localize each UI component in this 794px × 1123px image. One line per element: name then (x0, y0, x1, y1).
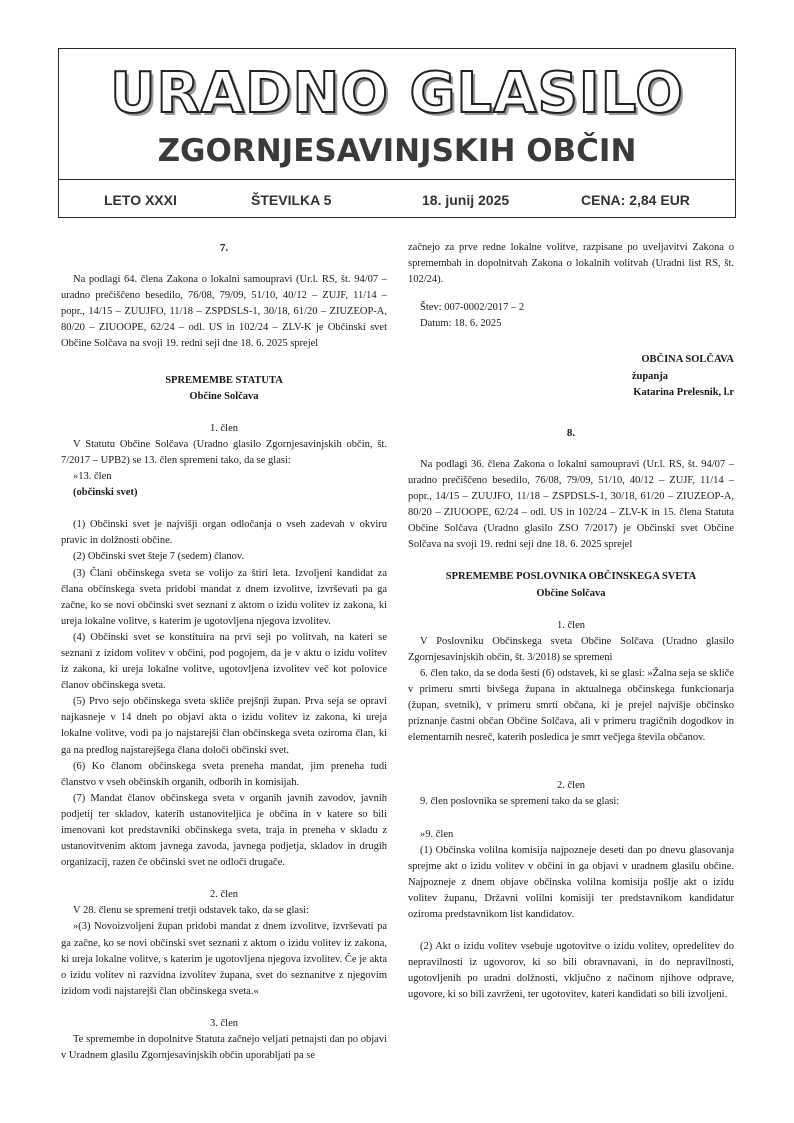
document-subtitle: Občine Solčava (536, 587, 606, 599)
article-heading: 1. člen (210, 422, 238, 434)
quoted-article-heading: »9. člen (420, 828, 454, 840)
issue-year: LETO XXXI (104, 192, 177, 208)
article-heading: 1. člen (557, 619, 585, 631)
paragraph: (6) Ko članom občinskega sveta preneha mandat, jim preneha tudi članstvo v vseh občinskih organih, odborih in komisijah. (61, 760, 387, 788)
issue-price: CENA: 2,84 EUR (581, 192, 690, 208)
document-subtitle: Občine Solčava (189, 390, 259, 402)
right-column (408, 240, 734, 1003)
article-text: 9. člen poslovnika se spremeni tako da se glasi: (420, 796, 620, 808)
signature-organization: OBČINA SOLČAVA (641, 354, 734, 366)
document-date: Datum: 18. 6. 2025 (420, 318, 502, 330)
paragraph: (4) Občinski svet se konstituira na prvi seji po volitvah, na kateri se seznani z izidom volitev v občini, pod pogojem, da je v aktu o izidu volitev iz zakona, ki ureja lokalne volitve, ugotovljena izvolitev več kot polovice članov občinskega sveta. (61, 631, 387, 692)
document-number: 7. (219, 242, 229, 254)
document-title: SPREMEMBE POSLOVNIKA OBČINSKEGA SVETA (445, 571, 697, 583)
masthead (58, 48, 736, 218)
article-text: V 28. členu se spremeni tretji odstavek tako, da se glasi: (73, 905, 309, 917)
masthead-title-box (59, 49, 735, 180)
quoted-article-heading: »13. člen (73, 471, 112, 483)
left-column (61, 240, 387, 1064)
article-text: V Poslovniku Občinskega sveta Občine Solčava (Uradno glasilo Zgornjesavinjskih občin, št. 3/2018) se spremeni (408, 635, 734, 663)
article-text-continued: začnejo za prve redne lokalne volitve, razpisane po uveljavitvi Zakona o spremembah in dopolnitvah Zakona o lokalnih volitvah (Uradni list RS, št. 102/24). (408, 242, 734, 286)
paragraph: (2) Občinski svet šteje 7 (sedem) članov. (73, 551, 245, 563)
article-text: 6. člen tako, da se doda šesti (6) odstavek, ki se glasi: »Žalna seja se skliče v primeru smrti bivšega župana in aktualnega občinskega funkcionarja (župan, svetnik), v primeru smrti občana, ki je prejel najvišje občinsko priznanje častni občan Občine Solčava, ali v primeru tragičnih dogodkov in elementarnih nesreč, katerih posledica je smrt večjega števila občanov. (408, 667, 734, 744)
signature-role: županja (631, 370, 668, 382)
paragraph: (5) Prvo sejo občinskega sveta skliče prejšnji župan. Prva seja se opravi najkasneje v 14 dneh po objavi akta o izidu volitev iz zakona, ki ureja lokalne volitve, vodi pa jo najstarejši član občinskega sveta oziroma član, ki ga na predlog najstarejšega člana določi občinski svet. (61, 696, 387, 756)
publication-subtitle: ZGORNJESAVINJSKIH OBČIN (157, 133, 637, 169)
publication-title: URADNO GLASILO (110, 61, 684, 126)
document-number: 8. (566, 426, 576, 439)
paragraph: (3) Člani občinskega sveta se volijo za štiri leta. Izvoljeni kandidat za člana občinskega sveta pridobi mandat z dnem izvolitve, izvrševati pa ga začne, ko se novi občinski svet seznani z aktom o izidu volitev iz zakona, ki ureja lokalne volitve, s katerim je ugotovljena njegova izvolitev. (61, 567, 387, 627)
document-title: SPREMEMBE STATUTA (165, 374, 283, 386)
paragraph: (1) Občinski svet je najvišji organ odločanja o vseh zadevah v okviru pravic in dolžnosti občine. (61, 519, 387, 547)
issue-info-bar (59, 179, 735, 219)
paragraph: (7) Mandat članov občinskega sveta v organih javnih zavodov, javnih podjetij ter skladov, katerih ustanoviteljica je občina in v katere so bili imenovani kot predstavniki občinskega sveta, traja in preneha v skladu z ustanovitvenim aktom javnega zavoda, javnega podjetja, skladov in drugih organizacij, razen če občinski svet ne odloči drugače. (61, 792, 387, 869)
paragraph: (1) Občinska volilna komisija najpozneje deseti dan po dnevu glasovanja sprejme akt o izidu volitev v občini in ga objavi v uradnem glasilu občine. Najpozneje z dnem objave občinska volilna komisija pošlje akt o izidu volitev županu, Državni volilni komisiji ter predstavnikom kandidatur oziroma predstavnikom list kandidatov. (408, 844, 734, 920)
article-quote: »(3) Novoizvoljeni župan pridobi mandat z dnem izvolitve, izvrševati pa ga začne, ko se novi občinski svet seznani z aktom o izidu volitev iz zakona, ki ureja lokalne volitve, s katerim je ugotovljena njegova izvolitev. Če je akta o izidu volitev ni razvidna izvolitev župana, svet do seznanitve z njegovim izidom vodi najstarejši član občinskega sveta.« (61, 921, 387, 997)
preamble: Na podlagi 36. člena Zakona o lokalni samoupravi (Ur.l. RS, št. 94/07 – uradno prečiščeno besedilo, 76/08, 79/09, 51/10, 40/12 – ZUJF, 11/14 – popr., 14/15 – ZUUJFO, 11/18 – ZSPDSLS-1, 30/18, 61/20 – ZIUZEOP-A, 80/20 – ZIUOOPE, 62/24 – odl. US in 102/24 – ZLV-K in 15. člena Statuta Občine Solčava (Uradno glasilo ZSO 7/2017) je Občinski svet Občine Solčava na svoji 19. redni seji dne 18. 6. 2025 sprejel (408, 458, 734, 551)
reference-number: Štev: 007-0002/2017 – 2 (420, 302, 525, 314)
preamble: Na podlagi 64. člena Zakona o lokalni samoupravi (Ur.l. RS, št. 94/07 – uradno prečiščeno besedilo, 76/08, 79/09, 51/10, 40/12 – ZUJF, 11/14 – popr., 14/15 – ZUUJFO, 11/18 – ZSPDSLS-1, 30/18, 61/20 – ZIUZEOP-A, 80/20 – ZIUOOPE, 62/24 – odl. US in 102/24 – ZLV-K je Občinski svet Občine Solčava na svoji 19. redni seji dne 18. 6. 2025 sprejel (61, 274, 387, 350)
signature-name: Katarina Prelesnik, l.r (633, 386, 734, 398)
issue-number: ŠTEVILKA 5 (251, 192, 332, 208)
paragraph: (2) Akt o izidu volitev vsebuje ugotovitve o izidu volitev, opredelitev do nepravilnosti iz ugovorov, ki so bili obravnavani, in do nepravilnosti, ugotovljenih po uradni dolžnosti, vključno z načinom njihove odprave, ugovore, ki so bili zavrženi, ter ugotovitev, kateri kandidati so bili izvoljeni. (408, 941, 734, 1001)
article-text: Te spremembe in dopolnitve Statuta začnejo veljati petnajsti dan po objavi v Uradnem glasilu Zgornjesavinjskih občin uporabljati pa se (61, 1034, 387, 1062)
article-text: V Statutu Občine Solčava (Uradno glasilo Zgornjesavinjskih občin, št. 7/2017 – UPB2) se 13. člen spremeni tako, da se glasi: (61, 438, 387, 466)
quoted-article-name: (občinski svet) (73, 487, 138, 499)
article-heading: 2. člen (557, 780, 585, 792)
article-heading: 2. člen (210, 889, 238, 901)
article-heading: 3. člen (210, 1017, 238, 1029)
issue-date: 18. junij 2025 (422, 192, 510, 208)
